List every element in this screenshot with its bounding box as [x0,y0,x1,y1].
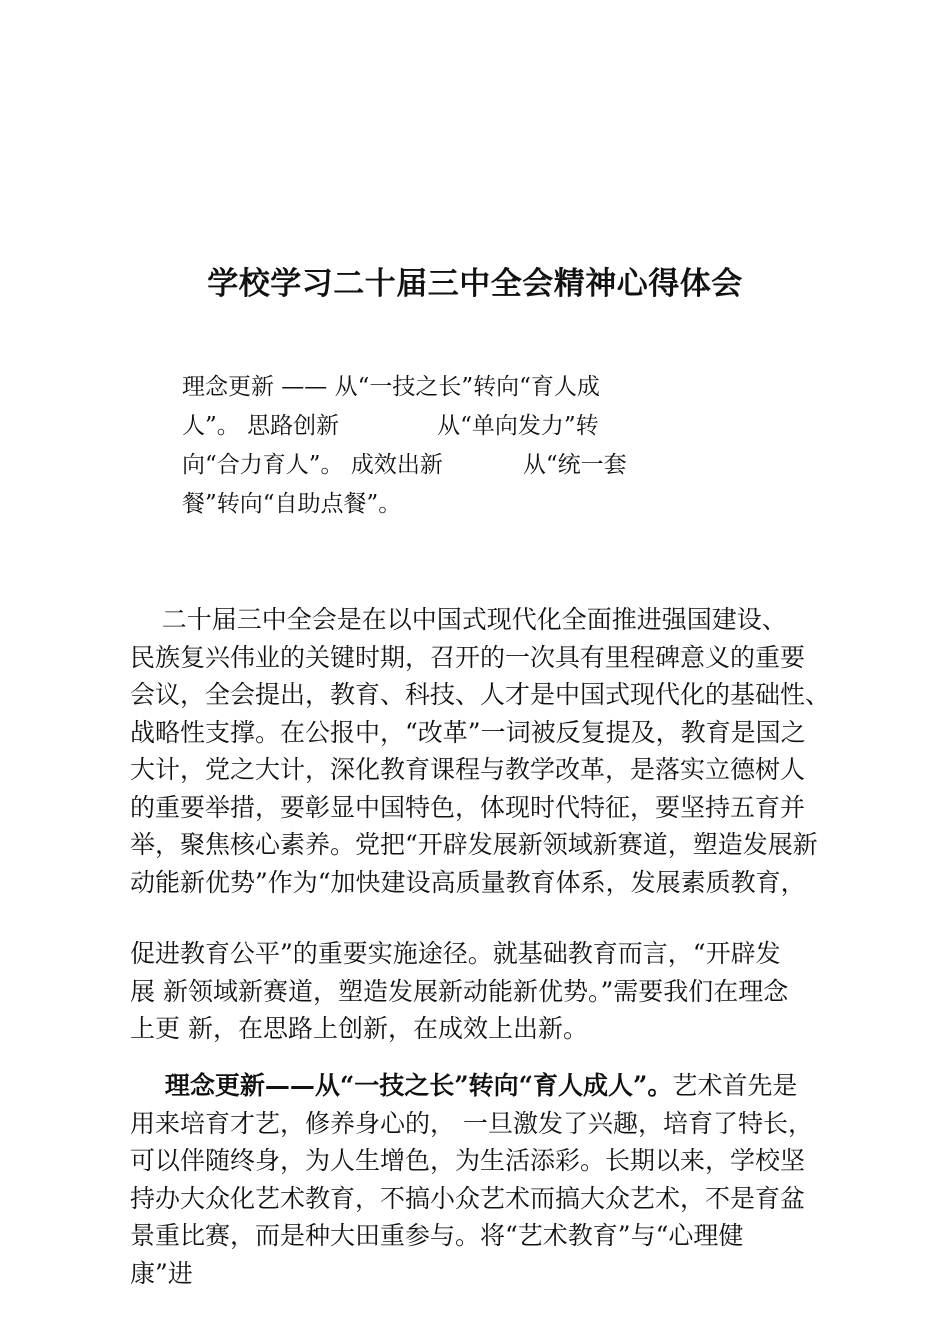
abstract-line-2 [182,407,682,446]
paragraph-lead-line [130,1067,850,1105]
abstract-line-1 [182,368,682,407]
paragraph-line: 的重要举措，要彰显中国特色，体现时代特征，要坚持五育并 [130,792,806,822]
abstract-line-4-text: 餐”转向“自助点餐”。 [182,491,402,517]
paragraph-1 [130,601,850,901]
abstract-block [182,368,682,524]
document-title: 学校学习二十届三中全会精神心得体会 [207,266,743,302]
paragraph-line: 可以伴随终身，为人生增色，为生活添彩。长期以来，学校坚 [130,1146,806,1175]
paragraph-lead-rest: 艺术首先是 [672,1071,798,1100]
abstract-line-4 [182,485,682,524]
paragraph-line: 动能新优势”作为“加快建设高质量教育体系，发展素质教育， [130,867,806,897]
paragraph-line: 战略性支撑。在公报中，“改革”一词被反复提及，教育是国之 [130,717,806,747]
paragraph-line: 康”进 [130,1258,193,1288]
paragraph-line: 上更 新，在思路上创新，在成效上出新。 [130,1014,588,1043]
paragraph-line: 促进教育公平”的重要实施途径。就基础教育而言，“开辟发 [130,939,781,968]
paragraph-2 [130,935,850,1048]
paragraph-line: 民族复兴伟业的关键时期，召开的一次具有里程碑意义的重要 [130,642,806,672]
abstract-line-3-text-b: 从“统一套 [522,452,627,478]
abstract-line-2-text-b: 从“单向发力”转 [437,413,599,439]
paragraph-line: 持办大众化艺术教育，不搞小众艺术而搞大众艺术，不是育盆 [130,1183,806,1213]
abstract-line-2-text-a: 人”。 思路创新 [182,413,340,439]
abstract-line-1-text: 理念更新 —— 从“一技之长”转向“育人成 [182,374,600,400]
section-heading: 理念更新——从“一技之长”转向“育人成人”。 [130,1071,673,1100]
paragraph-line: 景重比赛，而是种大田重参与。将“艺术教育”与“心理健 [130,1221,744,1250]
paragraph-line: 大计，党之大计，深化教育课程与教学改革，是落实立德树人 [130,755,806,784]
abstract-line-3-text-a: 向“合力育人”。 成效出新 [182,452,443,478]
paragraph-line: 展 新领域新赛道，塑造发展新动能新优势。”需要我们在理念 [130,976,789,1006]
paragraph-line: 二十届三中全会是在以中国式现代化全面推进强国建设、 [130,605,787,634]
abstract-line-3 [182,446,682,485]
paragraph-3 [130,1067,850,1292]
paragraph-line: 会议，全会提出，教育、科技、人才是中国式现代化的基础性、 [130,680,831,709]
paragraph-line: 用来培育才艺，修养身心的， 一旦激发了兴趣，培育了特长， [130,1108,813,1138]
paragraph-line: 举，聚焦核心素养。党把“开辟发展新领域新赛道，塑造发展新 [130,830,818,859]
